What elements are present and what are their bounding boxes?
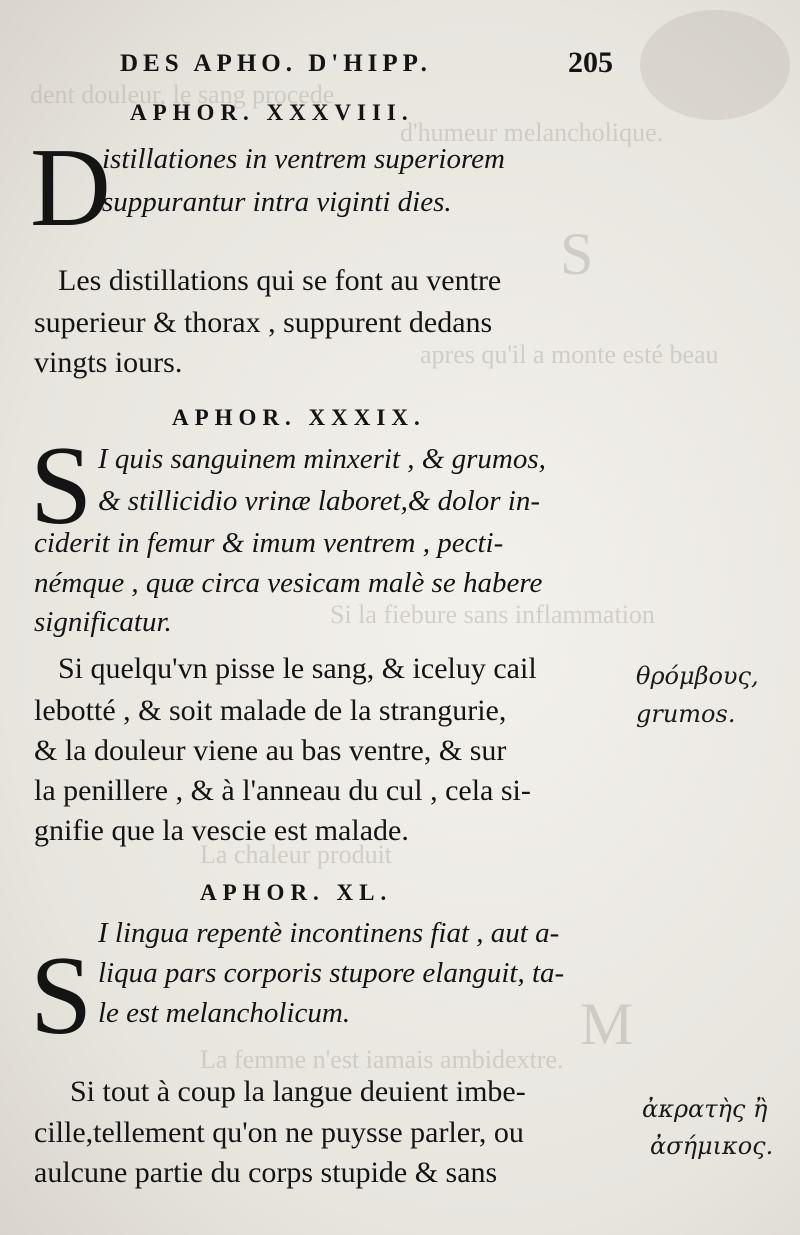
latin-line: némque , quæ circa vesicam malè se habere xyxy=(34,567,543,599)
french-line: cille,tellement qu'on ne puysse parler, ou xyxy=(34,1116,524,1149)
aphorism-heading: APHOR. XXXIX. xyxy=(172,405,426,430)
margin-note: θρόμβους, xyxy=(636,662,759,690)
show-through-text: d'humeur melancholique. xyxy=(400,118,664,147)
paper-stain xyxy=(640,10,790,120)
french-line: gnifie que la vescie est malade. xyxy=(34,814,409,847)
french-line: superieur & thorax , suppurent dedans xyxy=(34,306,493,339)
latin-line: I lingua repentè incontinens fiat , aut a- xyxy=(98,917,560,949)
french-line: vingts iours. xyxy=(34,346,183,379)
latin-line: suppurantur intra viginti dies. xyxy=(102,186,452,218)
page-number: 205 xyxy=(568,46,613,79)
margin-note: ἀκρατὴς ἢ xyxy=(642,1095,768,1123)
latin-line: le est melancholicum. xyxy=(98,997,351,1029)
french-line: Si tout à coup la langue deuient imbe- xyxy=(70,1075,526,1108)
show-through-text: M xyxy=(580,991,634,1057)
french-line: la penillere , & à l'anneau du cul , cela si- xyxy=(34,774,531,807)
running-head: DES APHO. D'HIPP. xyxy=(120,50,432,77)
show-through-text: apres qu'il a monte esté beau xyxy=(420,340,719,369)
show-through-text: La chaleur produit xyxy=(200,840,393,869)
latin-line: I quis sanguinem minxerit , & grumos, xyxy=(98,443,546,475)
margin-note: ἀσήμικος. xyxy=(650,1132,774,1160)
margin-note: grumos. xyxy=(636,700,736,728)
latin-line: & stillicidio vrinæ laboret,& dolor in- xyxy=(98,485,540,517)
french-line: Si quelqu'vn pisse le sang, & iceluy cail xyxy=(58,652,537,685)
french-line: lebotté , & soit malade de la strangurie, xyxy=(34,694,507,727)
drop-cap: S xyxy=(30,424,93,548)
latin-line: significatur. xyxy=(34,606,172,638)
french-line: & la douleur viene au bas ventre, & sur xyxy=(34,734,507,767)
show-through-text: La femme n'est iamais ambidextre. xyxy=(200,1045,564,1074)
drop-cap: D xyxy=(30,126,111,250)
show-through-text: Si la fiebure sans inflammation xyxy=(330,600,655,629)
drop-cap: S xyxy=(30,934,93,1058)
aphorism-heading: APHOR. XL. xyxy=(200,880,393,905)
show-through-text: S xyxy=(560,221,594,287)
latin-line: liqua pars corporis stupore elanguit, ta- xyxy=(98,957,565,989)
latin-line: ciderit in femur & imum ventrem , pecti- xyxy=(34,527,504,559)
aphorism-heading: APHOR. XXXVIII. xyxy=(130,100,414,125)
french-line: Les distillations qui se font au ventre xyxy=(58,264,502,297)
show-through-text: dent douleur, le sang procede xyxy=(30,80,335,109)
latin-line: istillationes in ventrem superiorem xyxy=(102,143,505,175)
french-line: aulcune partie du corps stupide & sans xyxy=(34,1156,498,1189)
